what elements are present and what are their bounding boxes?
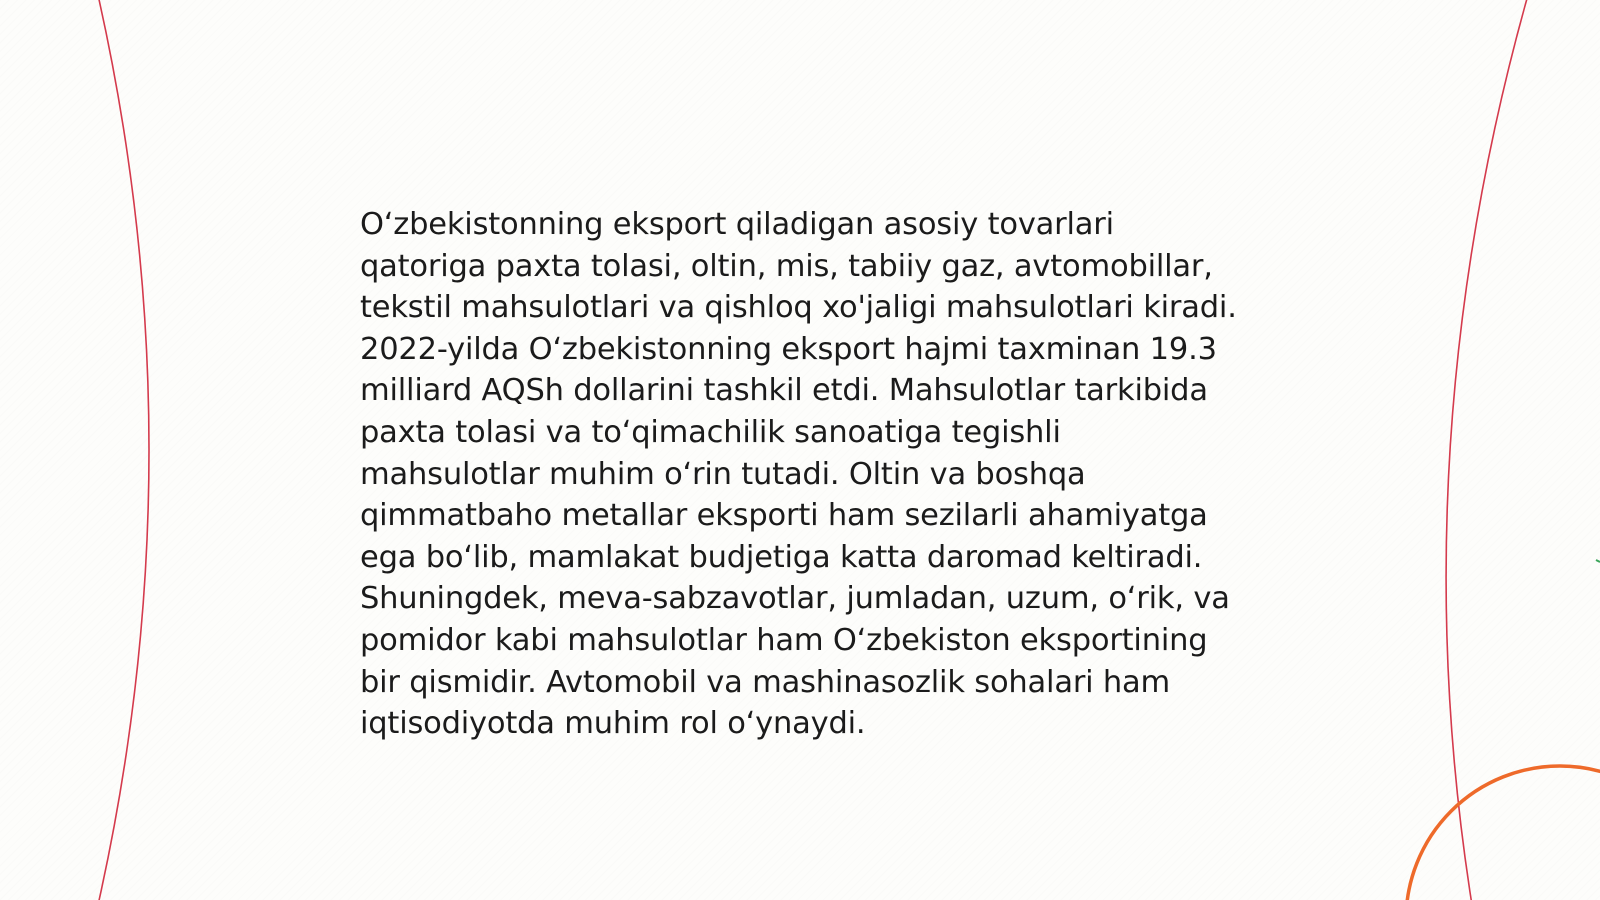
body-paragraph: O‘zbekistonning eksport qiladigan asosiy tovarlari qatoriga paxta tolasi, oltin, mis, tabiiy gaz, avtomobillar, tekstil mahsulotlari va qishloq xo'jaligi mahsulotlari kiradi. 2022-yilda O‘zbekistonning eksport hajmi taxminan 19.3 milliard AQSh dollarini tashkil etdi. Mahsulotlar tarkibida paxta tolasi va to‘qimachilik sanoatiga tegishli mahsulotlar muhim o‘rin tutadi. Oltin va boshqa qimmatbaho metallar eksporti ham sezilarli ahamiyatga ega bo‘lib, mamlakat budjetiga katta daromad keltiradi. Shuningdek, meva-sabzavotlar, jumladan, uzum, o‘rik, va pomidor kabi mahsulotlar ham O‘zbekiston eksportining bir qismidir. Avtomobil va mashinasozlik sohalari ham iqtisodiyotda muhim rol o‘ynaydi. xyxy=(360,207,1237,742)
green-accent-mark xyxy=(1596,560,1600,562)
orange-circle-arc xyxy=(1406,766,1600,900)
right-arc-line xyxy=(1446,0,1528,900)
left-arc-line xyxy=(98,0,149,900)
